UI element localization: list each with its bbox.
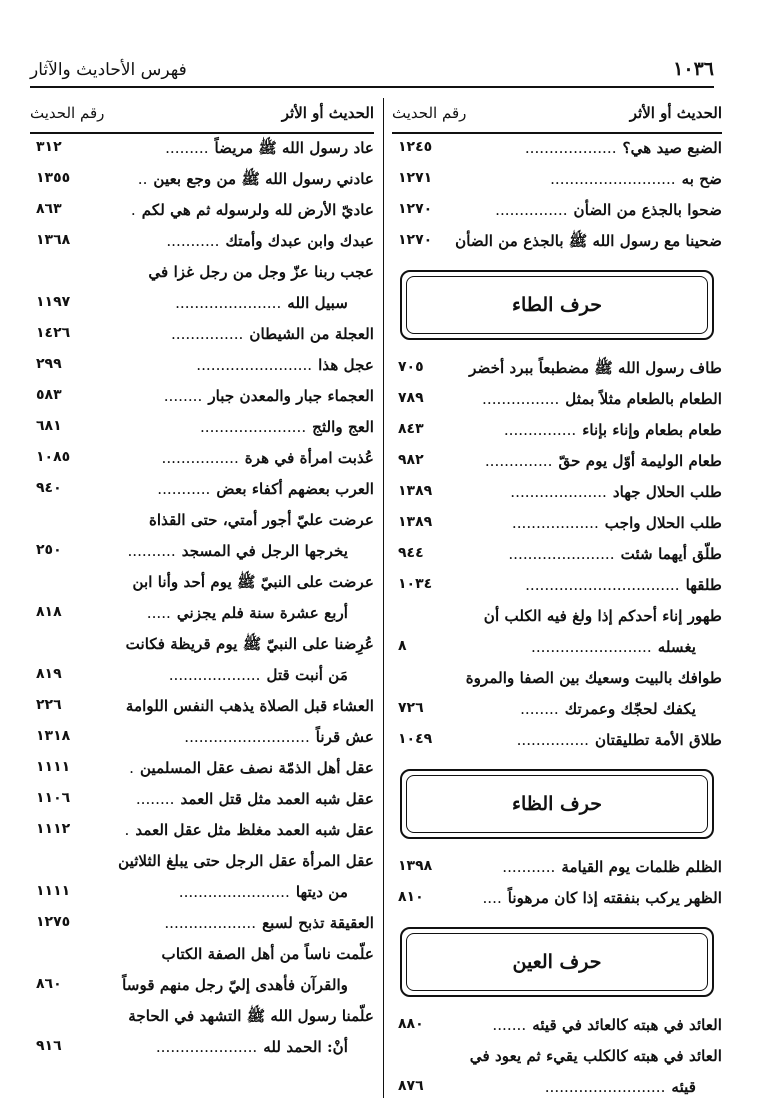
entry-list [392,853,722,915]
entry-phrase: علّمنا رسول الله ﷺ التشهد في الحاجة [128,1007,374,1025]
entry-text [482,889,722,907]
index-entry [392,1011,722,1042]
leader-dots: ...................... [199,418,307,436]
letter-section-banner [400,927,714,997]
entry-phrase: عقل أهل الذمّة نصف عقل المسلمين [139,759,374,777]
entry-text [157,480,374,498]
entry-text [136,790,374,808]
index-entry [30,1033,374,1064]
index-entry [392,540,722,571]
entry-text [126,697,374,715]
entry-phrase: طهور إناء أحدكم إذا ولغ فيه الكلب أن [483,607,722,625]
entry-text [545,1078,696,1096]
hadith-number: ٨٦٣ [36,201,62,217]
entry-text [128,1007,374,1029]
entry-list [30,134,374,1064]
hadith-number: ٩٤٠ [36,480,62,496]
leader-dots: ...................... [508,545,615,563]
entry-text [162,945,374,963]
index-entry [392,385,722,416]
entry-phrase: ضحينا مع رسول الله ﷺ بالجذع من الضأن [455,232,722,250]
entry-list [392,1011,722,1104]
entry-text [200,418,374,436]
entry-text [129,759,374,777]
entry-phrase: عرضت عليّ أجور أمتي، حتى القذاة [148,511,374,529]
left-column [30,98,374,1064]
hadith-number: ١١١٢ [36,821,71,837]
hadith-number: ٨١٨ [36,604,62,620]
hadith-number: ٨١٩ [36,666,62,682]
entry-text [166,232,374,250]
entry-phrase: الطعام بالطعام مثلاً بمثل [565,390,722,408]
entry-phrase: طعام بطعام وإناء بإناء [582,421,722,439]
index-entry [392,165,722,196]
index-entry [30,599,374,630]
running-title: فهرس الأحاديث والآثار [30,60,187,80]
index-entry [30,382,374,413]
hadith-number: ١١٠٦ [36,790,71,806]
entry-phrase: العج والثج [312,418,374,436]
leader-dots: ............... [170,325,244,343]
entry-list [392,354,722,757]
leader-dots: ..... [146,604,171,622]
index-entry [30,816,374,847]
hadith-number: ٨١٠ [398,889,424,905]
index-entry [30,134,374,165]
leader-dots: . [129,759,134,777]
index-entry [392,695,722,726]
leader-dots: ................... [524,139,617,157]
index-entry [30,320,374,351]
entry-text [517,731,722,749]
entry-phrase: طاف رسول الله ﷺ مضطبعاً ببرد أخضر [469,359,722,377]
hadith-number: ١٣٦٨ [36,232,71,248]
leader-dots: ................................ [525,576,680,594]
hadith-number: ١٣١٨ [36,728,71,744]
entry-phrase: عقل المرأة عقل الرجل حتى يبلغ الثلاثين [118,852,374,870]
banner-label: حرف العين [406,933,708,991]
entry-phrase: عاد رسول الله ﷺ مريضاً [214,139,374,157]
entry-text [126,635,374,657]
hadith-number: ٨٤٣ [398,421,424,437]
entry-phrase: الظلم ظلمات يوم القيامة [561,858,722,876]
entry-phrase: يغسله [657,638,696,656]
hadith-number: ١١٩٧ [36,294,71,310]
hadith-number: ١١١١ [36,883,71,899]
entry-phrase: يخرجها الرجل في المسجد [181,542,348,560]
entry-text [171,325,374,343]
entry-phrase: عجل هذا [318,356,374,374]
hadith-number: ١١١١ [36,759,71,775]
entry-phrase: عقل شبه العمد مثل قتل العمد [180,790,374,808]
entry-text [118,852,374,870]
entry-text [469,359,722,381]
index-entry [392,447,722,478]
index-entry [392,664,722,695]
entry-text [482,390,722,408]
entry-text [520,700,696,718]
entry-phrase: عاديّ الأرض لله ولرسوله ثم هي لكم [141,201,374,219]
index-entry [392,1073,722,1104]
hadith-number: ٦٨١ [36,418,62,434]
hadith-number: ١٠٨٥ [36,449,71,465]
hadith-number: ٨ [398,638,407,654]
entry-phrase: الضبع صيد هي؟ [622,139,722,157]
leader-dots: ................... [168,666,261,684]
banner-label: حرف الطاء [406,276,708,334]
entry-phrase: من ديتها [295,883,348,901]
index-entry [30,258,374,289]
index-entry [30,754,374,785]
hadith-number: ٧٨٩ [398,390,424,406]
entry-text [184,728,374,746]
index-entry [30,289,374,320]
leader-dots: ...................... [175,294,282,312]
index-entry [30,475,374,506]
index-entry [30,444,374,475]
entry-text [164,914,374,932]
entry-text [149,511,374,529]
entry-text [550,170,722,188]
entry-text [504,421,722,439]
entry-phrase: طلقها [685,576,722,594]
index-entry [30,909,374,940]
leader-dots: ........................ [196,356,313,374]
index-entry [30,878,374,909]
hadith-number: ١٣٨٩ [398,483,433,499]
index-entry [30,630,374,661]
index-entry [30,568,374,599]
index-entry [392,509,722,540]
entry-phrase: العجلة من الشيطان [249,325,374,343]
entry-text [466,669,722,687]
leader-dots: .................. [511,514,599,532]
entry-text [122,976,348,994]
entry-phrase: قيئه [671,1078,696,1096]
entry-phrase: العقيقة تذبح لسبع [262,914,374,932]
entry-text [495,201,722,219]
entry-text [484,607,722,625]
entry-phrase: عُرِضنا على النبيّ ﷺ يوم قريظة فكانت [125,635,374,653]
leader-dots: .......................... [184,728,310,746]
entry-phrase: العائد في هبته كالعائد في قيئه [532,1016,722,1034]
leader-dots: ....................... [178,883,290,901]
leader-dots: ........ [135,790,175,808]
entry-column-label: الحديث أو الأثر [629,104,722,122]
entry-phrase: عجب ربنا عزّ وجل من رجل غزا في [148,263,374,281]
column-header [30,98,374,134]
hadith-number: ١٢٧١ [398,170,433,186]
entry-text [127,542,348,560]
leader-dots: ......................... [544,1078,666,1096]
index-entry [30,537,374,568]
entry-phrase: طوافك بالبيت وسعيك بين الصفا والمروة [465,669,722,687]
entry-phrase: عبدك وابن عبدك وأمتك [225,232,374,250]
index-entry [392,196,722,227]
leader-dots: ............... [516,731,589,749]
page-number: ١٠٣٦ [673,58,714,80]
hadith-number: ٢٩٩ [36,356,62,372]
index-entry [392,602,722,633]
entry-phrase: عُذبت امرأة في هرة [244,449,374,467]
index-entry [392,478,722,509]
entry-text [164,387,374,405]
index-entry [392,633,722,664]
leader-dots: . [124,821,130,839]
index-entry [392,571,722,602]
index-entry [30,692,374,723]
entry-phrase: طلب الحلال جهاد [612,483,722,501]
entry-phrase: أنْ: الحمد لله [263,1038,348,1056]
entry-phrase: الظهر يركب بنفقته إذا كان مرهوناً [507,889,722,907]
index-entry [30,165,374,196]
hadith-number: ١٢٧٠ [398,201,433,217]
hadith-number: ١٢٤٥ [398,139,433,155]
hadith-number: ٥٨٣ [36,387,62,403]
page-header [30,52,714,88]
entry-text [147,604,348,622]
leader-dots: .. [137,170,148,188]
index-entry [392,227,722,258]
right-column [392,98,722,1104]
index-entry [30,413,374,444]
letter-section-banner [400,769,714,839]
entry-phrase: مَن أنبت قتل [266,666,348,684]
entry-phrase: عقل شبه العمد مغلظ مثل عقل العمد [135,821,374,839]
index-entry [392,853,722,884]
entry-text [196,356,374,374]
index-entry [392,354,722,385]
leader-dots: ................ [482,390,560,408]
number-column-label: رقم الحديث [30,104,105,122]
entry-text [492,1016,722,1034]
leader-dots: .................... [510,483,607,501]
entry-phrase: طلب الحلال واجب [604,514,722,532]
entry-phrase: سبيل الله [287,294,348,312]
leader-dots: ................... [164,914,257,932]
index-entry [30,847,374,878]
leader-dots: ........ [163,387,203,405]
entry-phrase: طلّق أيهما شئت [620,545,722,563]
index-entry [392,416,722,447]
entry-text [132,573,374,595]
leader-dots: ........... [157,480,211,498]
index-entry [392,726,722,757]
leader-dots: . [130,201,136,219]
leader-dots: .......................... [550,170,676,188]
leader-dots: ............... [495,201,568,219]
leader-dots: ........... [166,232,220,250]
entry-phrase: ضح به [681,170,722,188]
leader-dots: ........ [520,700,559,718]
entry-text [525,139,722,157]
entry-text [508,545,722,563]
column-header [392,98,722,134]
leader-dots: ................ [161,449,239,467]
entry-text [470,1047,722,1065]
hadith-number: ٧٢٦ [398,700,424,716]
index-entry [30,971,374,1002]
number-column-label: رقم الحديث [392,104,467,122]
index-entry [30,196,374,227]
entry-phrase: والقرآن فأهدى إليّ رجل منهم قوساً [122,976,348,994]
entry-text [531,638,696,656]
entry-text [179,883,348,901]
entry-phrase: عرضت على النبيّ ﷺ يوم أحد وأنا ابن [132,573,374,591]
entry-phrase: ضحوا بالجذع من الضأن [573,201,722,219]
leader-dots: ......... [165,139,209,157]
letter-section-banner [400,270,714,340]
leader-dots: ....... [492,1016,527,1034]
hadith-number: ١٣٨٩ [398,514,433,530]
leader-dots: ........... [502,858,556,876]
hadith-number: ١٢٧٥ [36,914,71,930]
leader-dots: ......................... [531,638,652,656]
hadith-number: ١٣٥٥ [36,170,71,186]
index-entry [30,785,374,816]
entry-list [392,134,722,258]
hadith-number: ٩٤٤ [398,545,424,561]
index-entry [30,661,374,692]
entry-text [485,452,722,470]
hadith-number: ٢٥٠ [36,542,62,558]
banner-label: حرف الظاء [406,775,708,833]
entry-phrase: عش قرناً [315,728,374,746]
hadith-number: ١٤٢٦ [36,325,71,341]
index-entry [30,227,374,258]
hadith-number: ٣١٢ [36,139,62,155]
hadith-number: ٢٢٦ [36,697,62,713]
entry-text [510,483,722,501]
leader-dots: ..................... [155,1038,258,1056]
entry-text [148,263,374,281]
entry-phrase: العشاء قبل الصلاة يذهب النفس اللوامة [125,697,374,715]
entry-text [125,821,374,839]
index-entry [392,1042,722,1073]
entry-text [175,294,348,312]
entry-phrase: أربع عشرة سنة فلم يجزني [176,604,348,622]
entry-text [165,139,374,161]
hadith-number: ١٠٤٩ [398,731,433,747]
leader-dots: ............... [503,421,577,439]
entry-text [169,666,348,684]
entry-phrase: يكفك لحجّك وعمرتك [564,700,696,718]
hadith-number: ٧٠٥ [398,359,424,375]
leader-dots: .... [482,889,502,907]
entry-text [131,201,374,219]
hadith-number: ٨٦٠ [36,976,62,992]
entry-column-label: الحديث أو الأثر [281,104,374,122]
entry-text [512,514,722,532]
index-entry [30,506,374,537]
index-entry [392,884,722,915]
entry-text [162,449,374,467]
entry-text [156,1038,348,1056]
entry-text [525,576,722,594]
hadith-number: ٩٨٢ [398,452,424,468]
column-divider [383,98,384,1098]
entry-phrase: طعام الوليمة أوّل يوم حقّ [558,452,722,470]
entry-text [138,170,374,192]
hadith-number: ٨٨٠ [398,1016,424,1032]
index-entry [30,723,374,754]
entry-phrase: علّمت ناساً من أهل الصفة الكتاب [161,945,374,963]
hadith-number: ١٢٧٠ [398,232,433,248]
index-entry [30,351,374,382]
entry-phrase: طلاق الأمة تطليقتان [594,731,722,749]
index-entry [392,134,722,165]
entry-phrase: عادني رسول الله ﷺ من وجع بعين [153,170,374,188]
hadith-number: ٨٧٦ [398,1078,424,1094]
entry-phrase: العرب بعضهم أكفاء بعض [216,480,374,498]
entry-text [502,858,722,876]
entry-phrase: العجماء جبار والمعدن جبار [208,387,374,405]
entry-text [455,232,722,254]
leader-dots: .......... [127,542,176,560]
index-entry [30,1002,374,1033]
hadith-number: ١٠٣٤ [398,576,433,592]
leader-dots: .............. [484,452,553,470]
index-entry [30,940,374,971]
hadith-number: ١٣٩٨ [398,858,433,874]
hadith-number: ٩١٦ [36,1038,62,1054]
entry-phrase: العائد في هبته كالكلب يقيء ثم يعود في [469,1047,722,1065]
